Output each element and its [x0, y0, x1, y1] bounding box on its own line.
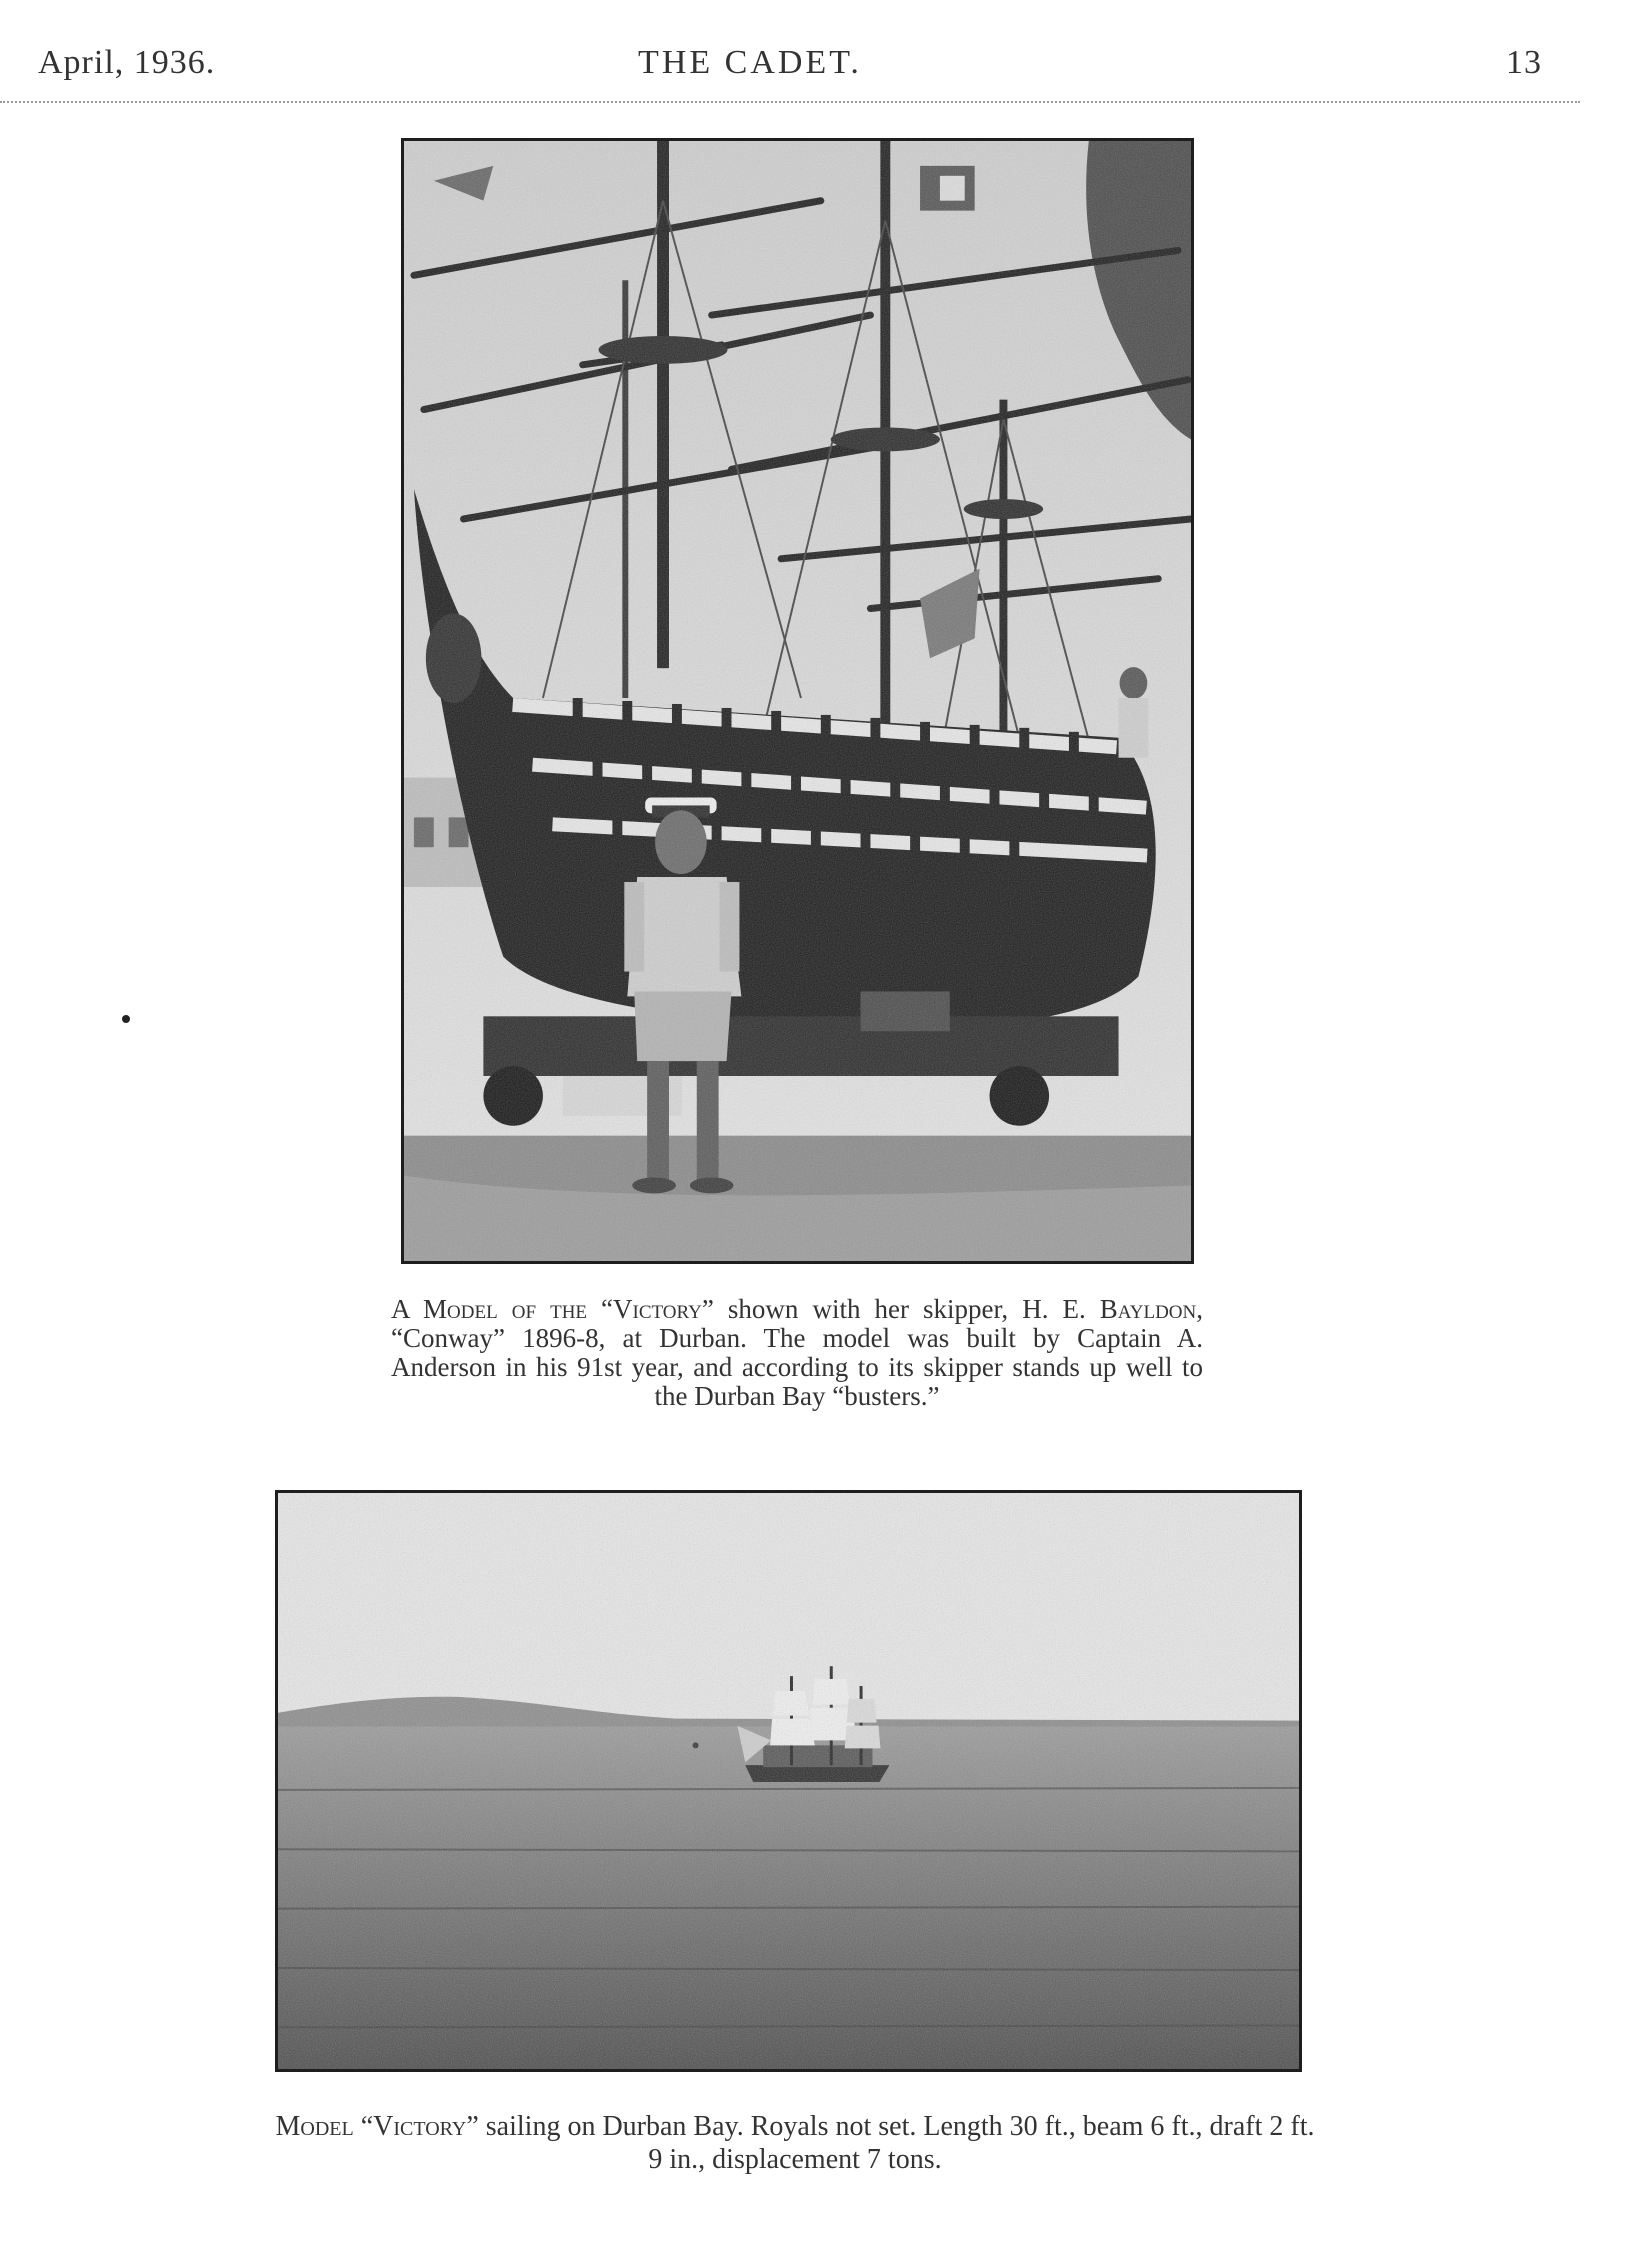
margin-dot: [122, 1015, 130, 1023]
caption-1-rest: “Conway” 1896-8, at Durban. The model was built by Captain A. Anderson in his 91st year, and according to its skipper stands up well to the Durban Bay “busters.”: [391, 1323, 1203, 1411]
caption-1-lead: A Model of the “Victory”: [391, 1294, 714, 1324]
caption-ship-sailing-durban-bay: [270, 2110, 1320, 2176]
header-title: THE CADET.: [638, 44, 862, 81]
photo-ship-sailing-durban-bay: [275, 1490, 1302, 2072]
ship-model-photo-illustration: [404, 141, 1191, 1261]
header-rule: [0, 101, 1580, 103]
page-number: 13: [1506, 44, 1542, 81]
caption-2-lead: Model “Victory”: [275, 2111, 479, 2142]
ship-sailing-photo-illustration: [278, 1493, 1299, 2069]
caption-ship-model-with-skipper: [391, 1295, 1203, 1411]
caption-1-mid: shown with her skipper,: [713, 1294, 1023, 1324]
caption-1-name: H. E. Bayldon,: [1022, 1294, 1204, 1324]
caption-2-rest: sailing on Durban Bay. Royals not set. Length 30 ft., beam 6 ft., draft 2 ft. 9 in., displacement 7 tons.: [478, 2111, 1315, 2175]
photo-ship-model-with-skipper: [401, 138, 1194, 1264]
header-date: April, 1936.: [38, 44, 216, 81]
